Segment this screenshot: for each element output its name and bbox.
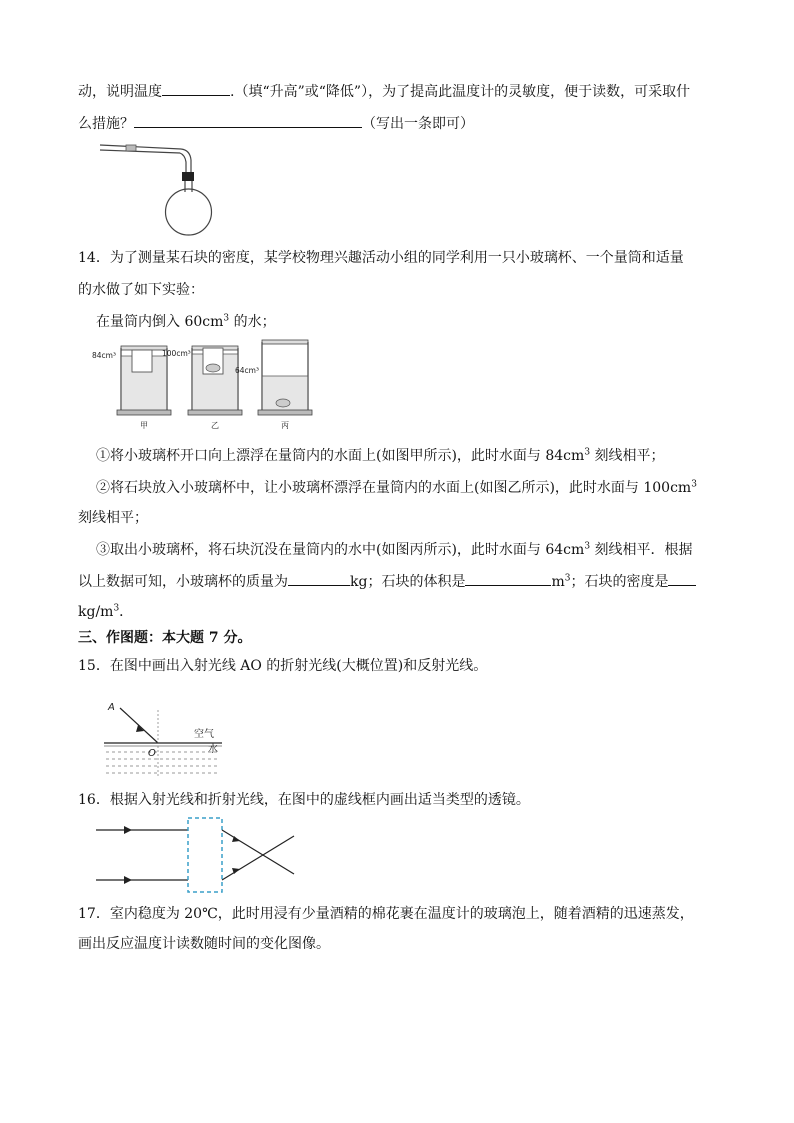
q14-step-2-cont: 刻线相平；: [78, 510, 148, 526]
refraction-figure: [96, 690, 236, 775]
q14-step-5: $kg/m^3$．: [78, 603, 134, 620]
lens-figure: [94, 816, 314, 896]
label-a: A: [108, 702, 115, 713]
q14-line-2: 的水做了如下实验：: [78, 282, 204, 298]
answer-blank-stone-density[interactable]: [668, 570, 696, 586]
label-air: 空气: [194, 729, 214, 740]
q14-step-1: ①将小玻璃杯开口向上漂浮在量筒内的水面上(如图甲所示)，此时水面与 $84cm^3$ 刻线相平；: [96, 447, 665, 464]
label-84cm3: 84cm³: [92, 351, 116, 360]
q13-line-2: 么措施？ （写出一条即可）: [78, 112, 474, 134]
q16-text: 16．根据入射光线和折射光线，在图中的虚线框内画出适当类型的透镜。: [78, 792, 530, 808]
cylinder-b: [162, 346, 242, 430]
cylinder-a: [92, 346, 171, 430]
caption-bing: 丙: [281, 421, 289, 430]
graduated-cylinders-figure: [90, 338, 330, 438]
cylinder-c: [235, 340, 312, 430]
caption-yi: 乙: [211, 421, 219, 430]
q14-step-4: 以上数据可知，小玻璃杯的质量为 kg；石块的体积是 $m^3$；石块的密度是: [78, 570, 696, 592]
label-o: O: [148, 748, 156, 759]
label-64cm3: 64cm³: [235, 366, 259, 375]
q14-line-1: 14．为了测量某石块的密度，某学校物理兴趣活动小组的同学利用一只小玻璃杯、一个量筒和适量: [78, 250, 684, 266]
q17-line-1: 17．室内稳度为 20℃，此时用浸有少量酒精的棉花裹在温度计的玻璃泡上，随着酒精的迅速蒸发，: [78, 906, 694, 922]
caption-jia: 甲: [140, 421, 148, 430]
answer-blank-temperature[interactable]: [162, 80, 230, 96]
label-water: 水: [208, 744, 218, 755]
q17-line-2: 画出反应温度计读数随时间的变化图像。: [78, 936, 330, 952]
dashed-box[interactable]: [188, 818, 222, 892]
flask-thermometer-figure: [96, 140, 216, 240]
q14-step-2: ②将石块放入小玻璃杯中，让小玻璃杯漂浮在量筒内的水面上(如图乙所示)，此时水面与 $100cm^3$: [96, 479, 697, 496]
answer-blank-stone-volume[interactable]: [465, 570, 551, 586]
section-3-title: 三、作图题：本大题 7 分。: [78, 630, 252, 646]
answer-blank-cup-mass[interactable]: [288, 570, 350, 586]
label-100cm3: 100cm³: [162, 349, 191, 358]
q13-line-1: 动，说明温度 .（填“升高”或“降低”），为了提高此温度计的灵敏度，便于读数，可采取什: [78, 80, 690, 102]
q14-step-3: ③取出小玻璃杯，将石块沉没在量筒内的水中(如图丙所示)，此时水面与 $64cm^3$ 刻线相平．根据: [96, 541, 693, 558]
q14-intro: 在量筒内倒入 $60cm^3$ 的水；: [96, 313, 276, 330]
q15-text: 15．在图中画出入射光线 AO 的折射光线(大概位置)和反射光线。: [78, 658, 488, 674]
answer-blank-measure[interactable]: [134, 112, 362, 128]
